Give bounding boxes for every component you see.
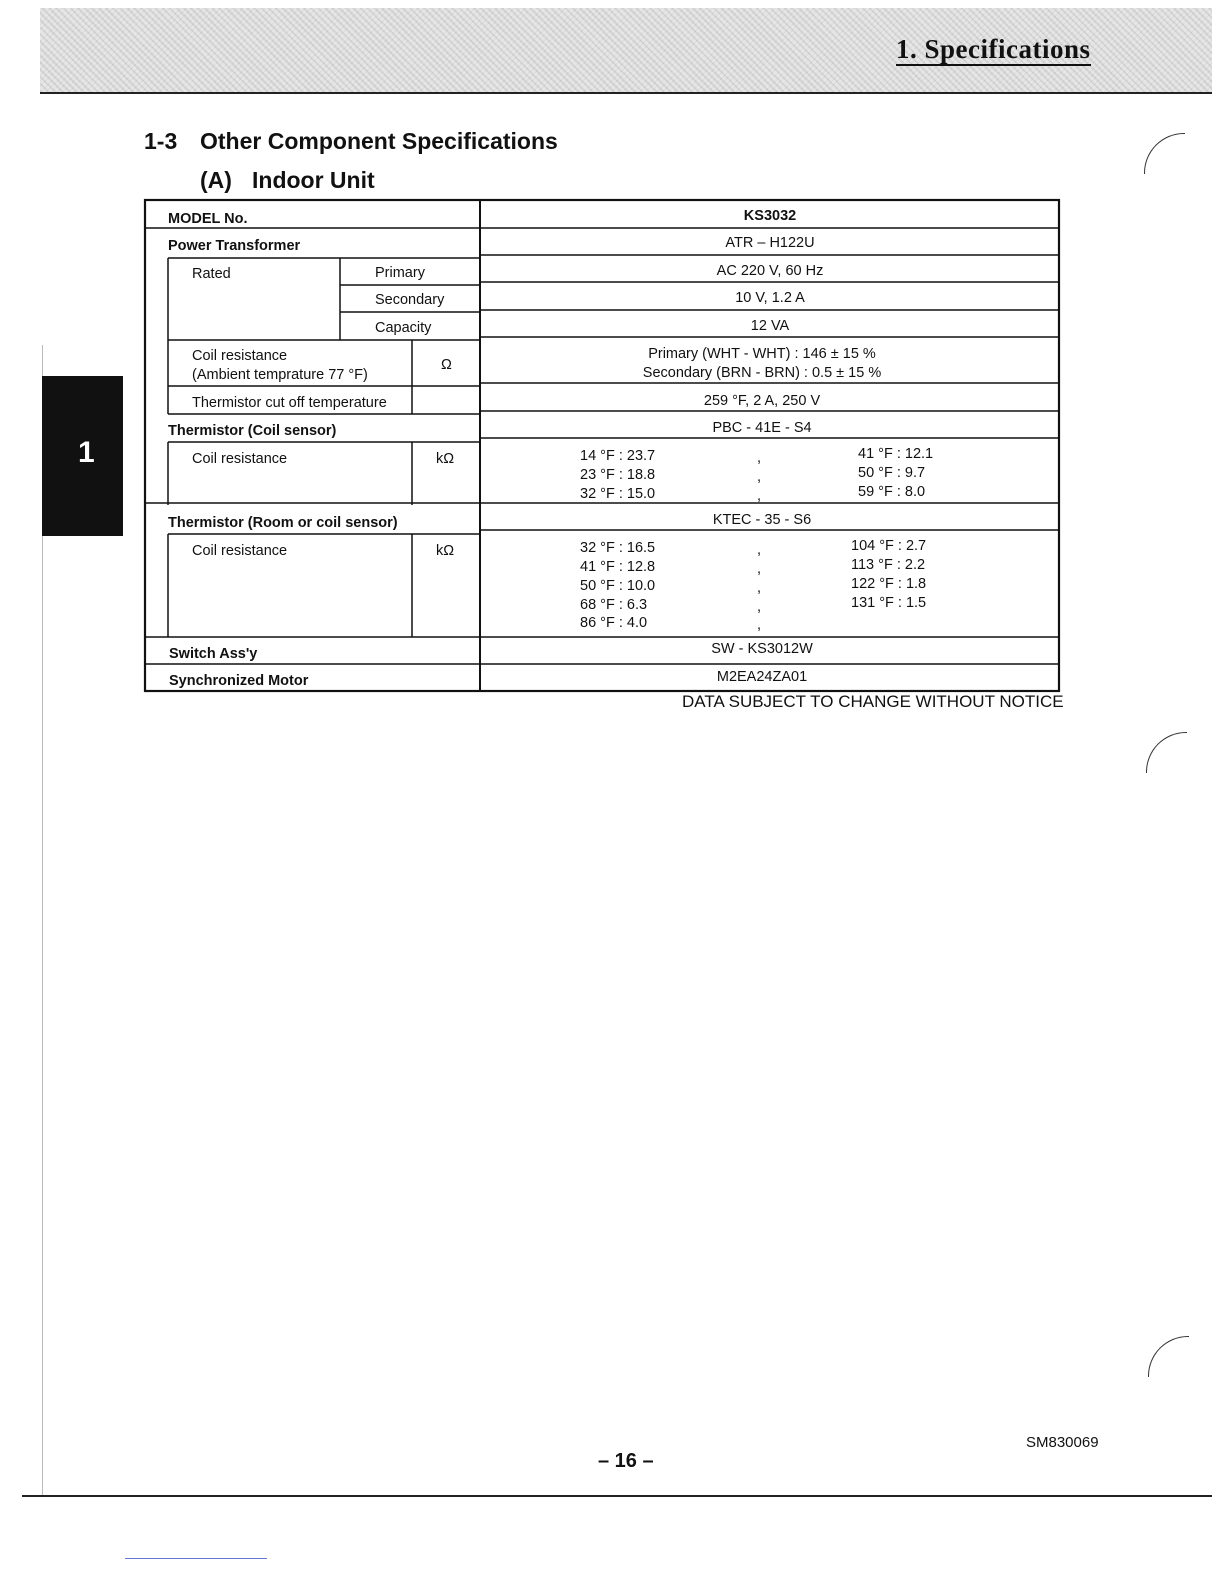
section-title-text: Other Component Specifications <box>200 128 558 154</box>
resistance-value: 68 °F : 6.3 <box>580 597 648 613</box>
secondary-value: 10 V, 1.2 A <box>735 290 805 306</box>
secondary-label: Secondary <box>375 292 445 308</box>
thermistor-room-label: Thermistor (Room or coil sensor) <box>168 515 398 531</box>
resistance-value: 131 °F : 1.5 <box>851 595 927 611</box>
separator: , <box>757 450 762 466</box>
section-number: 1-3 <box>144 128 178 154</box>
model-value: KS3032 <box>743 208 797 224</box>
separator: , <box>757 561 762 577</box>
footer-rule <box>22 1495 1212 1497</box>
resistance-value: 41 °F : 12.1 <box>858 446 934 462</box>
resistance-value: 86 °F : 4.0 <box>580 615 648 631</box>
model-label: MODEL No. <box>168 211 248 227</box>
resistance-value: 14 °F : 23.7 <box>580 448 656 464</box>
page-number: – 16 – <box>598 1450 654 1472</box>
capacity-label: Capacity <box>375 320 432 336</box>
motor-label: Synchronized Motor <box>169 673 309 689</box>
resistance-value: 104 °F : 2.7 <box>851 538 927 554</box>
thermistor-room-resistance-label: Coil resistance <box>192 543 288 559</box>
thermistor-coil-model: PBC - 41E - S4 <box>712 420 812 436</box>
primary-value: AC 220 V, 60 Hz <box>716 263 824 279</box>
separator: , <box>757 542 762 558</box>
binder-hole-mark <box>1146 732 1187 773</box>
thermistor-coil-resistance-label: Coil resistance <box>192 451 288 467</box>
chapter-tab-number: 1 <box>78 436 95 469</box>
cutoff-label: Thermistor cut off temperature <box>192 395 387 411</box>
header-title: 1. Specifications <box>896 34 1091 64</box>
subsection-letter: (A) <box>200 167 232 193</box>
coil-primary-value: Primary (WHT - WHT) : 146 ± 15 % <box>648 346 876 362</box>
resistance-value: 23 °F : 18.8 <box>580 467 656 483</box>
kohm-unit: kΩ <box>436 451 455 467</box>
ambient-temperature-label: (Ambient temprature 77 °F) <box>192 367 368 383</box>
separator: , <box>757 469 762 485</box>
transformer-model-value: ATR – H122U <box>725 235 815 251</box>
cutoff-value: 259 °F, 2 A, 250 V <box>703 393 821 409</box>
rated-label: Rated <box>192 266 231 282</box>
resistance-value: 41 °F : 12.8 <box>580 559 656 575</box>
switch-label: Switch Ass'y <box>169 646 258 662</box>
separator: , <box>757 488 762 504</box>
thermistor-coil-label: Thermistor (Coil sensor) <box>168 423 337 439</box>
document-code: SM830069 <box>1026 1434 1099 1451</box>
separator: , <box>757 617 762 633</box>
notice: DATA SUBJECT TO CHANGE WITHOUT NOTICE <box>682 692 1064 711</box>
binder-hole-mark <box>1148 1336 1189 1377</box>
resistance-value: 32 °F : 16.5 <box>580 540 656 556</box>
resistance-value: 50 °F : 9.7 <box>858 465 926 481</box>
kohm-unit: kΩ <box>436 543 455 559</box>
primary-label: Primary <box>375 265 425 281</box>
power-transformer-label: Power Transformer <box>168 238 301 254</box>
coil-resistance-label: Coil resistance <box>192 348 288 364</box>
separator: , <box>757 580 762 596</box>
motor-value: M2EA24ZA01 <box>716 669 808 685</box>
resistance-value: 122 °F : 1.8 <box>851 576 927 592</box>
resistance-value: 50 °F : 10.0 <box>580 578 656 594</box>
coil-secondary-value: Secondary (BRN - BRN) : 0.5 ± 15 % <box>642 365 882 381</box>
ohm-unit: Ω <box>441 357 452 373</box>
thermistor-room-model: KTEC - 35 - S6 <box>712 512 812 528</box>
resistance-value: 59 °F : 8.0 <box>858 484 926 500</box>
separator: , <box>757 599 762 615</box>
resistance-value: 113 °F : 2.2 <box>851 557 926 573</box>
capacity-value: 12 VA <box>750 318 790 334</box>
resistance-value: 32 °F : 15.0 <box>580 486 656 502</box>
scan-artifact-line <box>125 1558 267 1559</box>
switch-value: SW - KS3012W <box>711 641 813 657</box>
subsection-title-text: Indoor Unit <box>252 167 375 193</box>
